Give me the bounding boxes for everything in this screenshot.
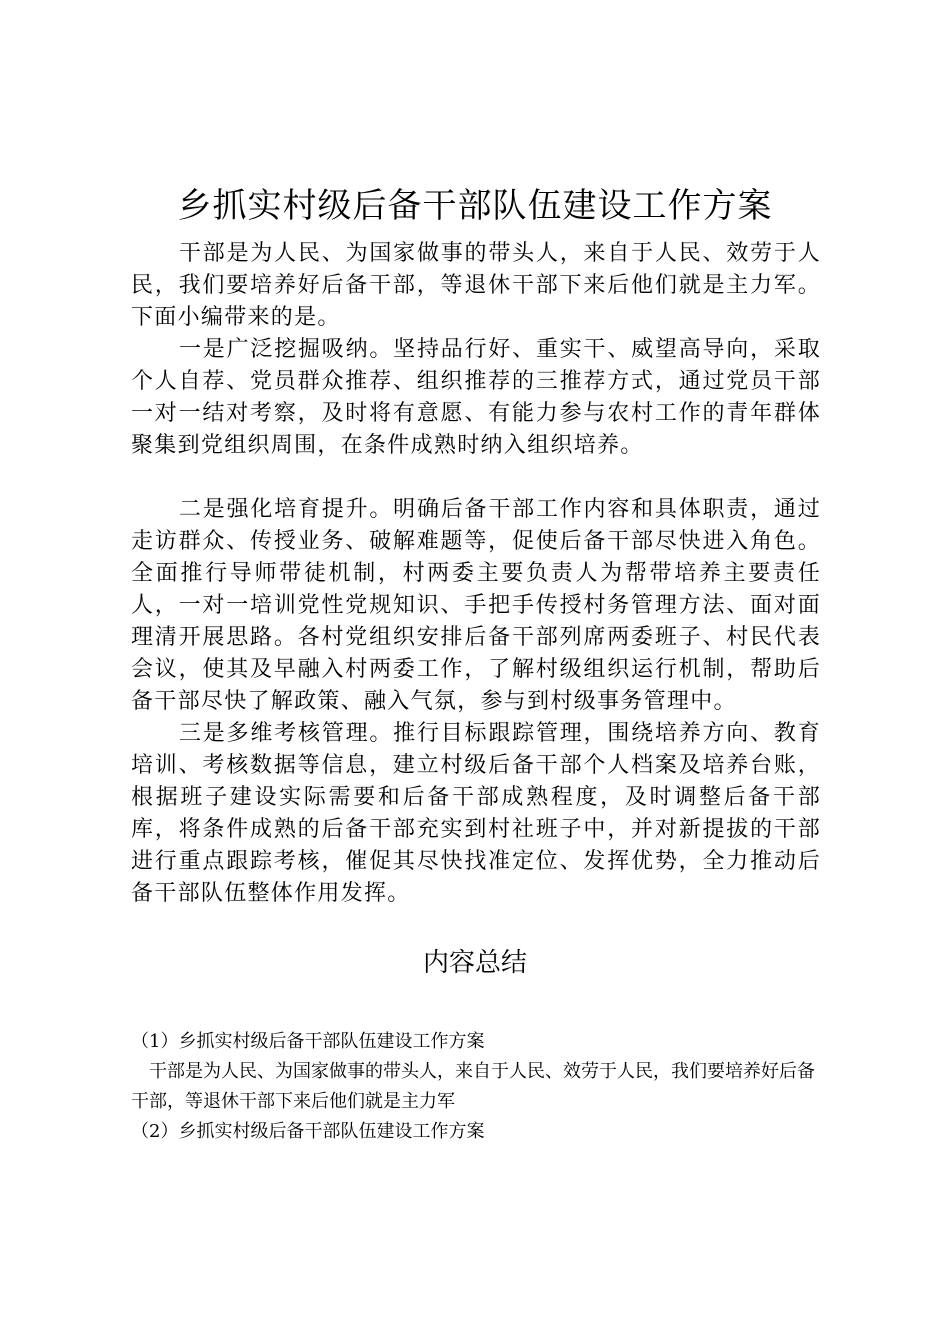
summary-item-1-label: （1）乡抓实村级后备干部队伍建设工作方案 bbox=[131, 1031, 485, 1052]
document-title: 乡抓实村级后备干部队伍建设工作方案 bbox=[177, 186, 773, 226]
summary-item-1-text: 干部是为人民、为国家做事的带头人，来自于人民、效劳于人民，我们要培养好后备干部，等退休干部下来后他们就是主力军 bbox=[131, 1061, 815, 1112]
summary-item-2-label: （2）乡抓实村级后备干部队伍建设工作方案 bbox=[131, 1121, 485, 1142]
summary-section bbox=[131, 1027, 821, 1147]
section-one-paragraph: 一是广泛挖掘吸纳。坚持品行好、重实干、威望高导向，采取个人自荐、党员群众推荐、组织推荐的三推荐方式，通过党员干部一对一结对考察，及时将有意愿、有能力参与农村工作的青年群体聚集到党组织周围，在条件成熟时纳入组织培养。 bbox=[131, 337, 821, 458]
document-body bbox=[131, 238, 821, 910]
intro-paragraph: 干部是为人民、为国家做事的带头人，来自于人民、效劳于人民，我们要培养好后备干部，等退休干部下来后他们就是主力军。下面小编带来的是。 bbox=[131, 241, 821, 330]
section-two-paragraph: 二是强化培育提升。明确后备干部工作内容和具体职责，通过走访群众、传授业务、破解难题等，促使后备干部尽快进入角色。全面推行导师带徒机制，村两委主要负责人为帮带培养主要责任人，一对一培训党性党规知识、手把手传授村务管理方法、面对面理清开展思路。各村党组织安排后备干部列席两委班子、村民代表会议，使其及早融入村两委工作，了解村级组织运行机制，帮助后备干部尽快了解政策、融入气氛，参与到村级事务管理中。 bbox=[131, 497, 821, 714]
summary-heading: 内容总结 bbox=[422, 948, 527, 978]
section-three-paragraph: 三是多维考核管理。推行目标跟踪管理，围绕培养方向、教育培训、考核数据等信息，建立村级后备干部个人档案及培养台账，根据班子建设实际需要和后备干部成熟程度，及时调整后备干部库，将条件成熟的后备干部充实到村社班子中，并对新提拔的干部进行重点跟踪考核，催促其尽快找准定位、发挥优势，全力推动后备干部队伍整体作用发挥。 bbox=[131, 721, 821, 906]
